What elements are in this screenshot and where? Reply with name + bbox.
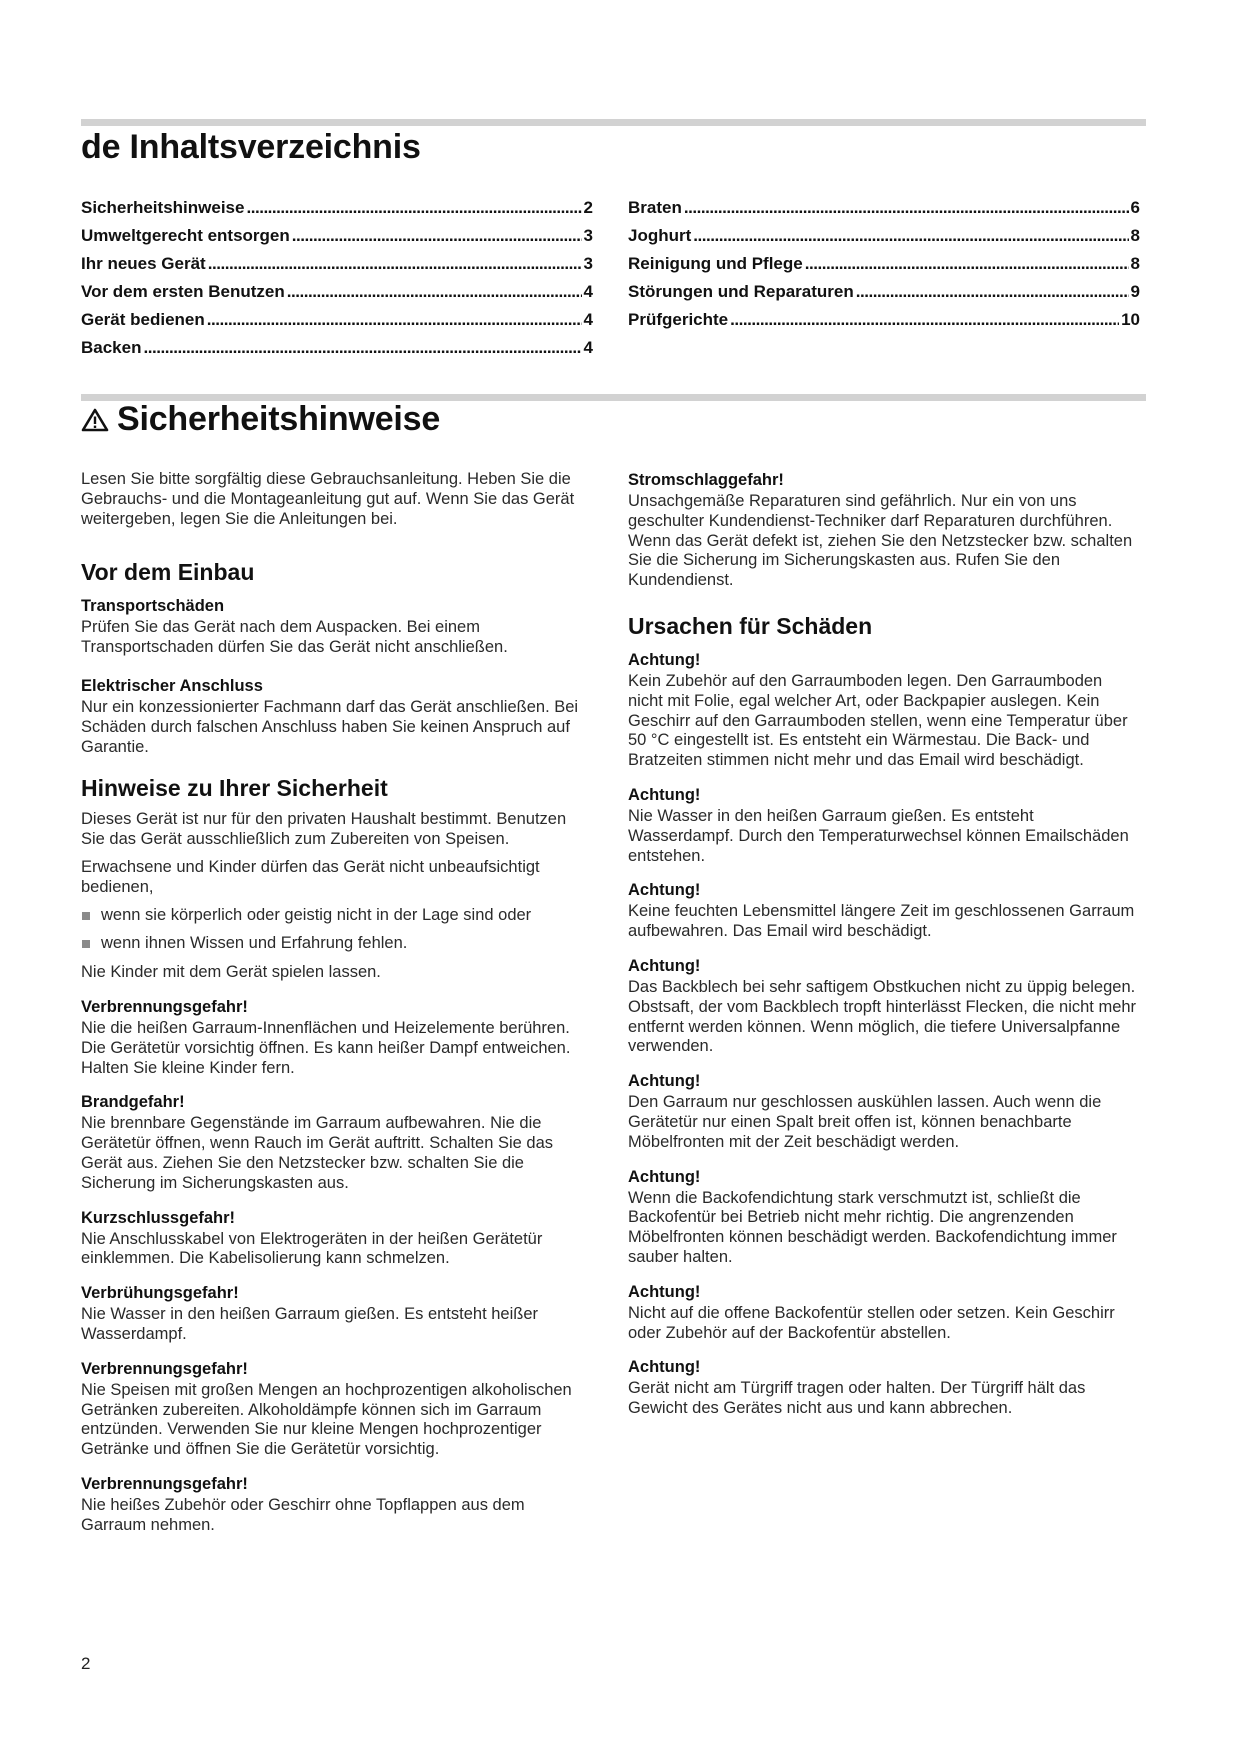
toc-entry[interactable]: Braten . . . 6 — [628, 194, 1140, 222]
item-text: Gerät nicht am Türgriff tragen oder halten. Der Türgriff hält das Gewicht des Gerätes nicht aus und kann abbrechen. — [628, 1379, 1086, 1418]
paragraph: Erwachsene und Kinder dürfen das Gerät nicht unbeaufsichtigt bedienen, — [81, 857, 540, 896]
toc-title: de Inhaltsverzeichnis — [81, 128, 421, 166]
paragraph: Dieses Gerät ist nur für den privaten Haushalt bestimmt. Benutzen Sie das Gerät ausschließlich zum Zubereiten von Speisen. — [81, 810, 567, 849]
item-text: Unsachgemäße Reparaturen sind gefährlich. Nur ein von uns geschulter Kundendienst-Techniker darf Reparaturen durchführen. Wenn das Gerät defekt ist, ziehen Sie den Netzstecker bzw. schalten Sie die Sicherung im Sicherungskasten aus. Rufen Sie den Kundendienst. — [628, 492, 1133, 590]
toc-entry[interactable]: Reinigung und Pflege . . . 8 — [628, 250, 1140, 278]
toc-entry[interactable]: Ihr neues Gerät . . . 3 — [81, 250, 593, 278]
item-title: Stromschlaggefahr! — [628, 471, 784, 489]
item-text: Nie Wasser in den heißen Garraum gießen. Es entsteht Wasserdampf. Durch den Temperaturwechsel können Emailschäden entstehen. — [628, 806, 1129, 865]
subsection-title: Ursachen für Schäden — [628, 612, 873, 639]
intro-paragraph: Lesen Sie bitte sorgfältig diese Gebrauchsanleitung. Heben Sie die Gebrauchs- und die Montageanleitung gut auf. Wenn Sie das Gerät weitergeben, legen Sie die Anleitungen bei. — [81, 470, 575, 528]
item-text: Wenn die Backofendichtung stark verschmutzt ist, schließt die Backofentür bei Betrieb nicht mehr richtig. Die angrenzenden Möbelfronten können beschädigt werden. Backofendichtung immer sauber halten. — [628, 1188, 1117, 1266]
warning-triangle-icon — [81, 407, 109, 433]
item-title: Achtung! — [628, 1358, 701, 1377]
item-title: Achtung! — [628, 881, 701, 900]
list-item: wenn sie körperlich oder geistig nicht in der Lage sind oder — [81, 906, 593, 926]
item-title: Achtung! — [628, 956, 701, 975]
item-text: Keine feuchten Lebensmittel längere Zeit im geschlossenen Garraum aufbewahren. Das Email wird beschädigt. — [628, 902, 1135, 941]
item-title: Brandgefahr! — [81, 1093, 185, 1112]
item-text: Nie Anschlusskabel von Elektrogeräten in der heißen Gerätetür einklemmen. Die Kabelisolierung kann schmelzen. — [81, 1229, 543, 1268]
item-text: Prüfen Sie das Gerät nach dem Auspacken. Bei einem Transportschaden dürfen Sie das Gerät nicht anschließen. — [81, 618, 508, 657]
left-column — [81, 470, 593, 1544]
paragraph: Nie Kinder mit dem Gerät spielen lassen. — [81, 963, 381, 982]
toc-right-column — [628, 194, 1140, 334]
toc-entry[interactable]: Umweltgerecht entsorgen . . . 3 — [81, 222, 593, 250]
toc-entry[interactable]: Prüfgerichte . . . 10 — [628, 306, 1140, 334]
right-column — [628, 470, 1140, 1427]
item-text: Nie Wasser in den heißen Garraum gießen. Es entsteht heißer Wasserdampf. — [81, 1305, 539, 1343]
list-item: wenn ihnen Wissen und Erfahrung fehlen. — [81, 934, 593, 954]
item-title: Achtung! — [628, 1167, 701, 1186]
item-text: Nicht auf die offene Backofentür stellen oder setzen. Kein Geschirr oder Zubehör auf der Backofentür abstellen. — [628, 1303, 1115, 1342]
top-rule — [81, 119, 1146, 126]
item-title: Transportschäden — [81, 597, 225, 616]
toc-entry[interactable]: Störungen und Reparaturen . . . 9 — [628, 278, 1140, 306]
toc-entry[interactable]: Vor dem ersten Benutzen . . . 4 — [81, 278, 593, 306]
item-title: Verbrennungsgefahr! — [81, 997, 248, 1016]
subsection-title: Vor dem Einbau — [81, 559, 255, 586]
safety-title: Sicherheitshinweise — [81, 400, 440, 439]
bullet-list — [81, 906, 593, 955]
item-text: Nie Speisen mit großen Mengen an hochprozentigen alkoholischen Getränken zubereiten. Alkoholdämpfe können sich im Garraum entzünden. Verwenden Sie nur kleine Mengen hochprozentiger Getränke und öffnen Sie die Gerätetür vorsichtig. — [81, 1380, 572, 1459]
subsection-title: Hinweise zu Ihrer Sicherheit — [81, 775, 388, 802]
item-text: Den Garraum nur geschlossen auskühlen lassen. Auch wenn die Gerätetür nur einen Spalt breit offen ist, können benachbarte Möbelfronten mit der Zeit beschädigt werden. — [628, 1093, 1102, 1151]
item-title: Elektrischer Anschluss — [81, 676, 263, 695]
page-number: 2 — [81, 1654, 91, 1673]
toc-entry[interactable]: Backen . . . 4 — [81, 334, 593, 362]
item-title: Achtung! — [628, 785, 701, 804]
item-text: Nie die heißen Garraum-Innenflächen und Heizelemente berühren. Die Gerätetür vorsichtig öffnen. Es kann heißer Dampf entweichen. Halten Sie kleine Kinder fern. — [81, 1018, 571, 1077]
item-text: Das Backblech bei sehr saftigem Obstkuchen nicht zu üppig belegen. Obstsaft, der vom Backblech tropft hinterlässt Flecken, die nicht mehr entfernt werden können. Wenn möglich, die tiefere Universalpfanne verwenden. — [628, 977, 1137, 1056]
item-title: Achtung! — [628, 1282, 701, 1301]
item-title: Verbrennungsgefahr! — [81, 1474, 248, 1493]
toc-entry[interactable]: Gerät bedienen . . . 4 — [81, 306, 593, 334]
toc-left-column — [81, 194, 593, 362]
item-text: Nie heißes Zubehör oder Geschirr ohne Topflappen aus dem Garraum nehmen. — [81, 1495, 525, 1534]
toc-entry[interactable]: Joghurt . . . 8 — [628, 222, 1140, 250]
item-title: Achtung! — [628, 650, 701, 669]
item-title: Achtung! — [628, 1072, 701, 1091]
item-title: Kurzschlussgefahr! — [81, 1208, 236, 1227]
item-title: Verbrühungsgefahr! — [81, 1284, 239, 1303]
item-title: Verbrennungsgefahr! — [81, 1359, 248, 1378]
item-text: Kein Zubehör auf den Garraumboden legen. Den Garraumboden nicht mit Folie, egal welcher Art, oder Backpapier auslegen. Kein Geschirr auf den Garraumboden stellen, wenn eine Temperatur über 50 °C eingestellt ist. Es entsteht ein Wärmestau. Die Back- und Bratzeiten stimmen nicht mehr und das Email wird beschädigt. — [628, 671, 1128, 770]
item-text: Nie brennbare Gegenstände im Garraum aufbewahren. Nie die Gerätetür öffnen, wenn Rauch im Gerät auftritt. Schalten Sie das Gerät aus. Ziehen Sie den Netzstecker bzw. schalten Sie die Sicherung im Sicherungskasten aus. — [81, 1114, 554, 1192]
item-text: Nur ein konzessionierter Fachmann darf das Gerät anschließen. Bei Schäden durch falschen Anschluss haben Sie keinen Anspruch auf Garantie. — [81, 697, 579, 756]
toc-entry[interactable]: Sicherheitshinweise . . . 2 — [81, 194, 593, 222]
